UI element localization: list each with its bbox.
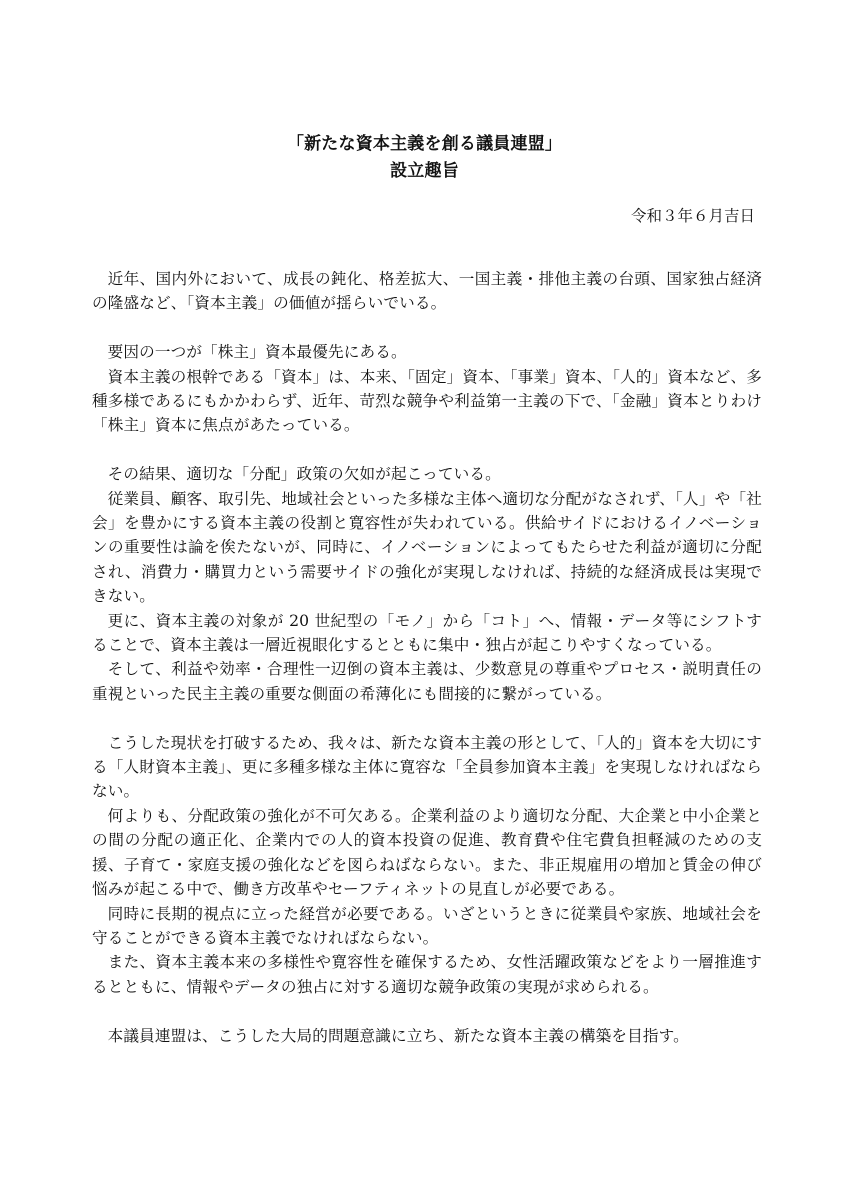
paragraph-capital: 資本主義の根幹である「資本」は、本来、「固定」資本、「事業」資本、「人的」資本など、多種多様であるにもかかわらず、近年、苛烈な競争や利益第一主義の下で、「金融」資本とりわけ「株主」資本に焦点があたっている。 bbox=[92, 367, 762, 435]
paragraph-gap bbox=[92, 438, 762, 462]
paragraph-result: その結果、適切な「分配」政策の欠如が起こっている。 bbox=[107, 465, 501, 484]
document-body bbox=[92, 267, 762, 1048]
paragraph-distribution: 従業員、顧客、取引先、地域社会といった多様な主体へ適切な分配がなされず、「人」や「社会」を豊かにする資本主義の役割と寛容性が失われている。供給サイドにおけるイノベーションの重要性は論を俟たないが、同時に、イノベーションによってもたらせた利益が適切に分配され、消費力・購買力という需要サイドの強化が実現しなければ、持続的な経済成長は実現できない。 bbox=[92, 489, 762, 606]
document-date: 令和３年６月吉日 bbox=[630, 207, 755, 225]
paragraph-intro: 近年、国内外において、成長の鈍化、格差拡大、一国主義・排他主義の台頭、国家独占経済の隆盛など、「資本主義」の価値が揺らいでいる。 bbox=[92, 270, 762, 313]
paragraph-gap bbox=[92, 999, 762, 1023]
title-subtitle: 設立趣旨 bbox=[390, 161, 459, 181]
paragraph-diversity: また、資本主義本来の多様性や寛容性を確保するため、女性活躍政策などをより一層推進するとともに、情報やデータの独占に対する適切な競争政策の実現が求められる。 bbox=[92, 953, 762, 996]
paragraph-conclusion: 本議員連盟は、こうした大局的問題意識に立ち、新たな資本主義の構築を目指す。 bbox=[107, 1026, 689, 1045]
title-main: 「新たな資本主義を創る議員連盟」 bbox=[286, 134, 563, 154]
paragraph-new-capitalism: こうした現状を打破するため、我々は、新たな資本主義の形として、「人的」資本を大切にする「人財資本主義」、更に多種多様な主体に寛容な「全員参加資本主義」を実現しなければならない。 bbox=[92, 733, 762, 801]
paragraph-democracy: そして、利益や効率・合理性一辺倒の資本主義は、少数意見の尊重やプロセス・説明責任の重視といった民主主義の重要な側面の希薄化にも間接的に繋がっている。 bbox=[92, 660, 762, 703]
paragraph-shift: 更に、資本主義の対象が 20 世紀型の「モノ」から「コト」へ、情報・データ等にシフトすることで、資本主義は一層近視眼化するとともに集中・独占が起こりやすくなっている。 bbox=[92, 611, 762, 655]
paragraph-gap bbox=[92, 706, 762, 730]
document-title bbox=[0, 131, 849, 185]
paragraph-long-term: 同時に長期的視点に立った経営が必要である。いざというときに従業員や家族、地域社会を守ることができる資本主義でなければならない。 bbox=[92, 904, 762, 947]
paragraph-gap bbox=[92, 316, 762, 340]
paragraph-policy: 何よりも、分配政策の強化が不可欠ある。企業利益のより適切な分配、大企業と中小企業との間の分配の適正化、企業内での人的資本投資の促進、教育費や住宅費負担軽減のための支援、子育て・家庭支援の強化などを図らねばならない。また、非正規雇用の増加と賃金の伸び悩みが起こる中で、働き方改革やセーフティネットの見直しが必要である。 bbox=[92, 806, 762, 899]
paragraph-cause: 要因の一つが「株主」資本最優先にある。 bbox=[107, 343, 407, 362]
